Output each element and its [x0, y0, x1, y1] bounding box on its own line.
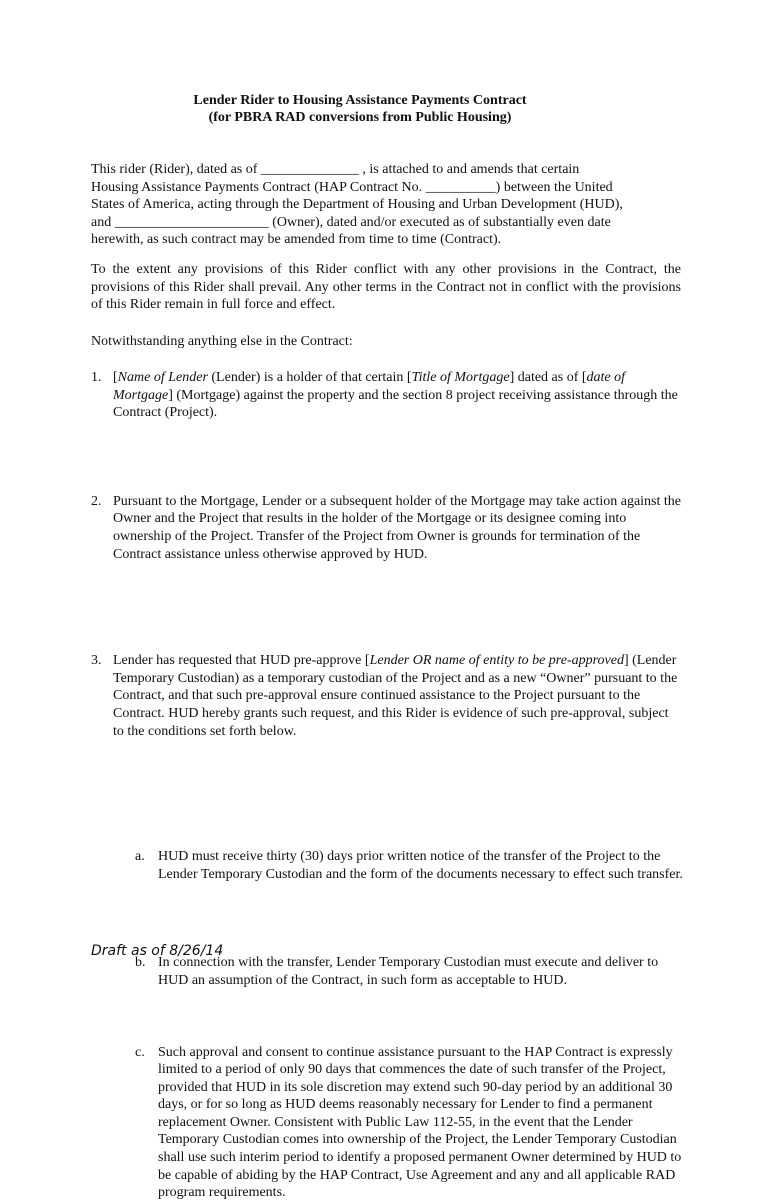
- name-of-lender-placeholder: Name of Lender: [117, 370, 208, 385]
- title-of-mortgage-placeholder: Title of Mortgage: [411, 370, 510, 385]
- intro-line-5: herewith, as such contract may be amended from time to time (Contract).: [91, 232, 502, 248]
- intro-line-2: Housing Assistance Payments Contract (HAP Contract No. __________) between the United: [91, 179, 613, 195]
- intro-line-4: and ______________________ (Owner), dated and/or executed as of substantially even date: [91, 214, 611, 230]
- date-of-mortgage-placeholder: date of Mortgage: [113, 370, 626, 403]
- sub-item-a: [91, 848, 683, 883]
- item-1-text-a: (Lender) is a holder of that certain [: [207, 370, 412, 385]
- notwithstanding-paragraph: Notwithstanding anything else in the Contract:: [91, 334, 353, 349]
- item-3-text-b: ] (Lender Temporary Custodian) as a temporary custodian of the Project and as a new “Owner” pursuant to the Contract, and that such pre-approval ensure continued assistance to the Project pursuant to the Contract. HUD hereby grants such request, and this Rider is evidence of such pre-approval, subject to the conditions set forth below.: [113, 653, 678, 739]
- intro-line-1: This rider (Rider), dated as of ______________ , is attached to and amends that certain: [91, 162, 580, 177]
- title-line-1: Lender Rider to Housing Assistance Payments Contract: [193, 93, 527, 108]
- sub-item-a-text: HUD must receive thirty (30) days prior written notice of the transfer of the Project to the Lender Temporary Custodian and the form of the documents necessary to effect such transfer.: [158, 849, 683, 882]
- sub-item-letter: a.: [135, 849, 145, 865]
- entity-placeholder: Lender OR name of entity to be pre-approved: [369, 653, 624, 669]
- list-item-3: [91, 652, 681, 740]
- item-2-text: Pursuant to the Mortgage, Lender or a subsequent holder of the Mortgage may take action against the Owner and the Project that results in the holder of the Mortgage or its designee coming into ownership of the Project. Transfer of the Project from Owner is grounds for termination of the Contract assistance unless otherwise approved by HUD.: [113, 493, 681, 562]
- sub-item-b-text: In connection with the transfer, Lender Temporary Custodian must execute and deliver to HUD an assumption of the Contract, in such form as acceptable to HUD.: [158, 955, 659, 988]
- intro-line-3: States of America, acting through the Department of Housing and Urban Development (HUD),: [91, 197, 623, 213]
- draft-footer: Draft as of 8/26/14: [91, 943, 224, 959]
- document-title: [0, 92, 720, 126]
- sub-item-c: [91, 1044, 683, 1202]
- sub-item-letter: c.: [135, 1044, 145, 1060]
- sub-item-c-text: Such approval and consent to continue assistance pursuant to the HAP Contract is expressly limited to a period of only 90 days that commences the date of such transfer of the Project, provided that HUD in its sole discretion may extend such 90-day period by an additional 30 days, or for so long as HUD deems reasonably necessary for Lender to find a permanent replacement Owner. Consistent with Public Law 112-55, in the event that the Lender Temporary Custodian comes into ownership of the Project, the Lender Temporary Custodian shall use such interim period to identify a proposed permanent Owner determined by HUD to be capable of abiding by the HAP Contract, Use Agreement and any and all applicable RAD program requirements.: [158, 1044, 682, 1201]
- conflict-paragraph: To the extent any provisions of this Rider conflict with any other provisions in the Contract, the provisions of this Rider shall prevail. Any other terms in the Contract not in conflict with the provisions of this Rider remain in full force and effect.: [91, 262, 681, 313]
- list-number: 1.: [91, 370, 102, 385]
- item-1-text-c: ] (Mortgage) against the property and the section 8 project receiving assistance through the Contract (Project).: [113, 387, 678, 421]
- list-item-2: [91, 493, 681, 563]
- list-number: 2.: [91, 493, 102, 509]
- title-line-2: (for PBRA RAD conversions from Public Housing): [208, 110, 512, 125]
- item-1-text-b: ] dated as of [: [509, 370, 587, 385]
- sub-item-letter: b.: [135, 955, 146, 971]
- list-number: 3.: [91, 653, 102, 669]
- intro-paragraph: [91, 161, 681, 249]
- sub-item-b: [91, 954, 683, 989]
- item-3-text-a: Lender has requested that HUD pre-approve [: [113, 653, 370, 669]
- list-item-1: 1. [Name of Lender (Lender) is a holder of that certain [Title of Mortgage] dated as of [date of Mortgage] (Mortgage) against the property and the section 8 project receiving assistance through the Contract (Project).: [91, 370, 678, 421]
